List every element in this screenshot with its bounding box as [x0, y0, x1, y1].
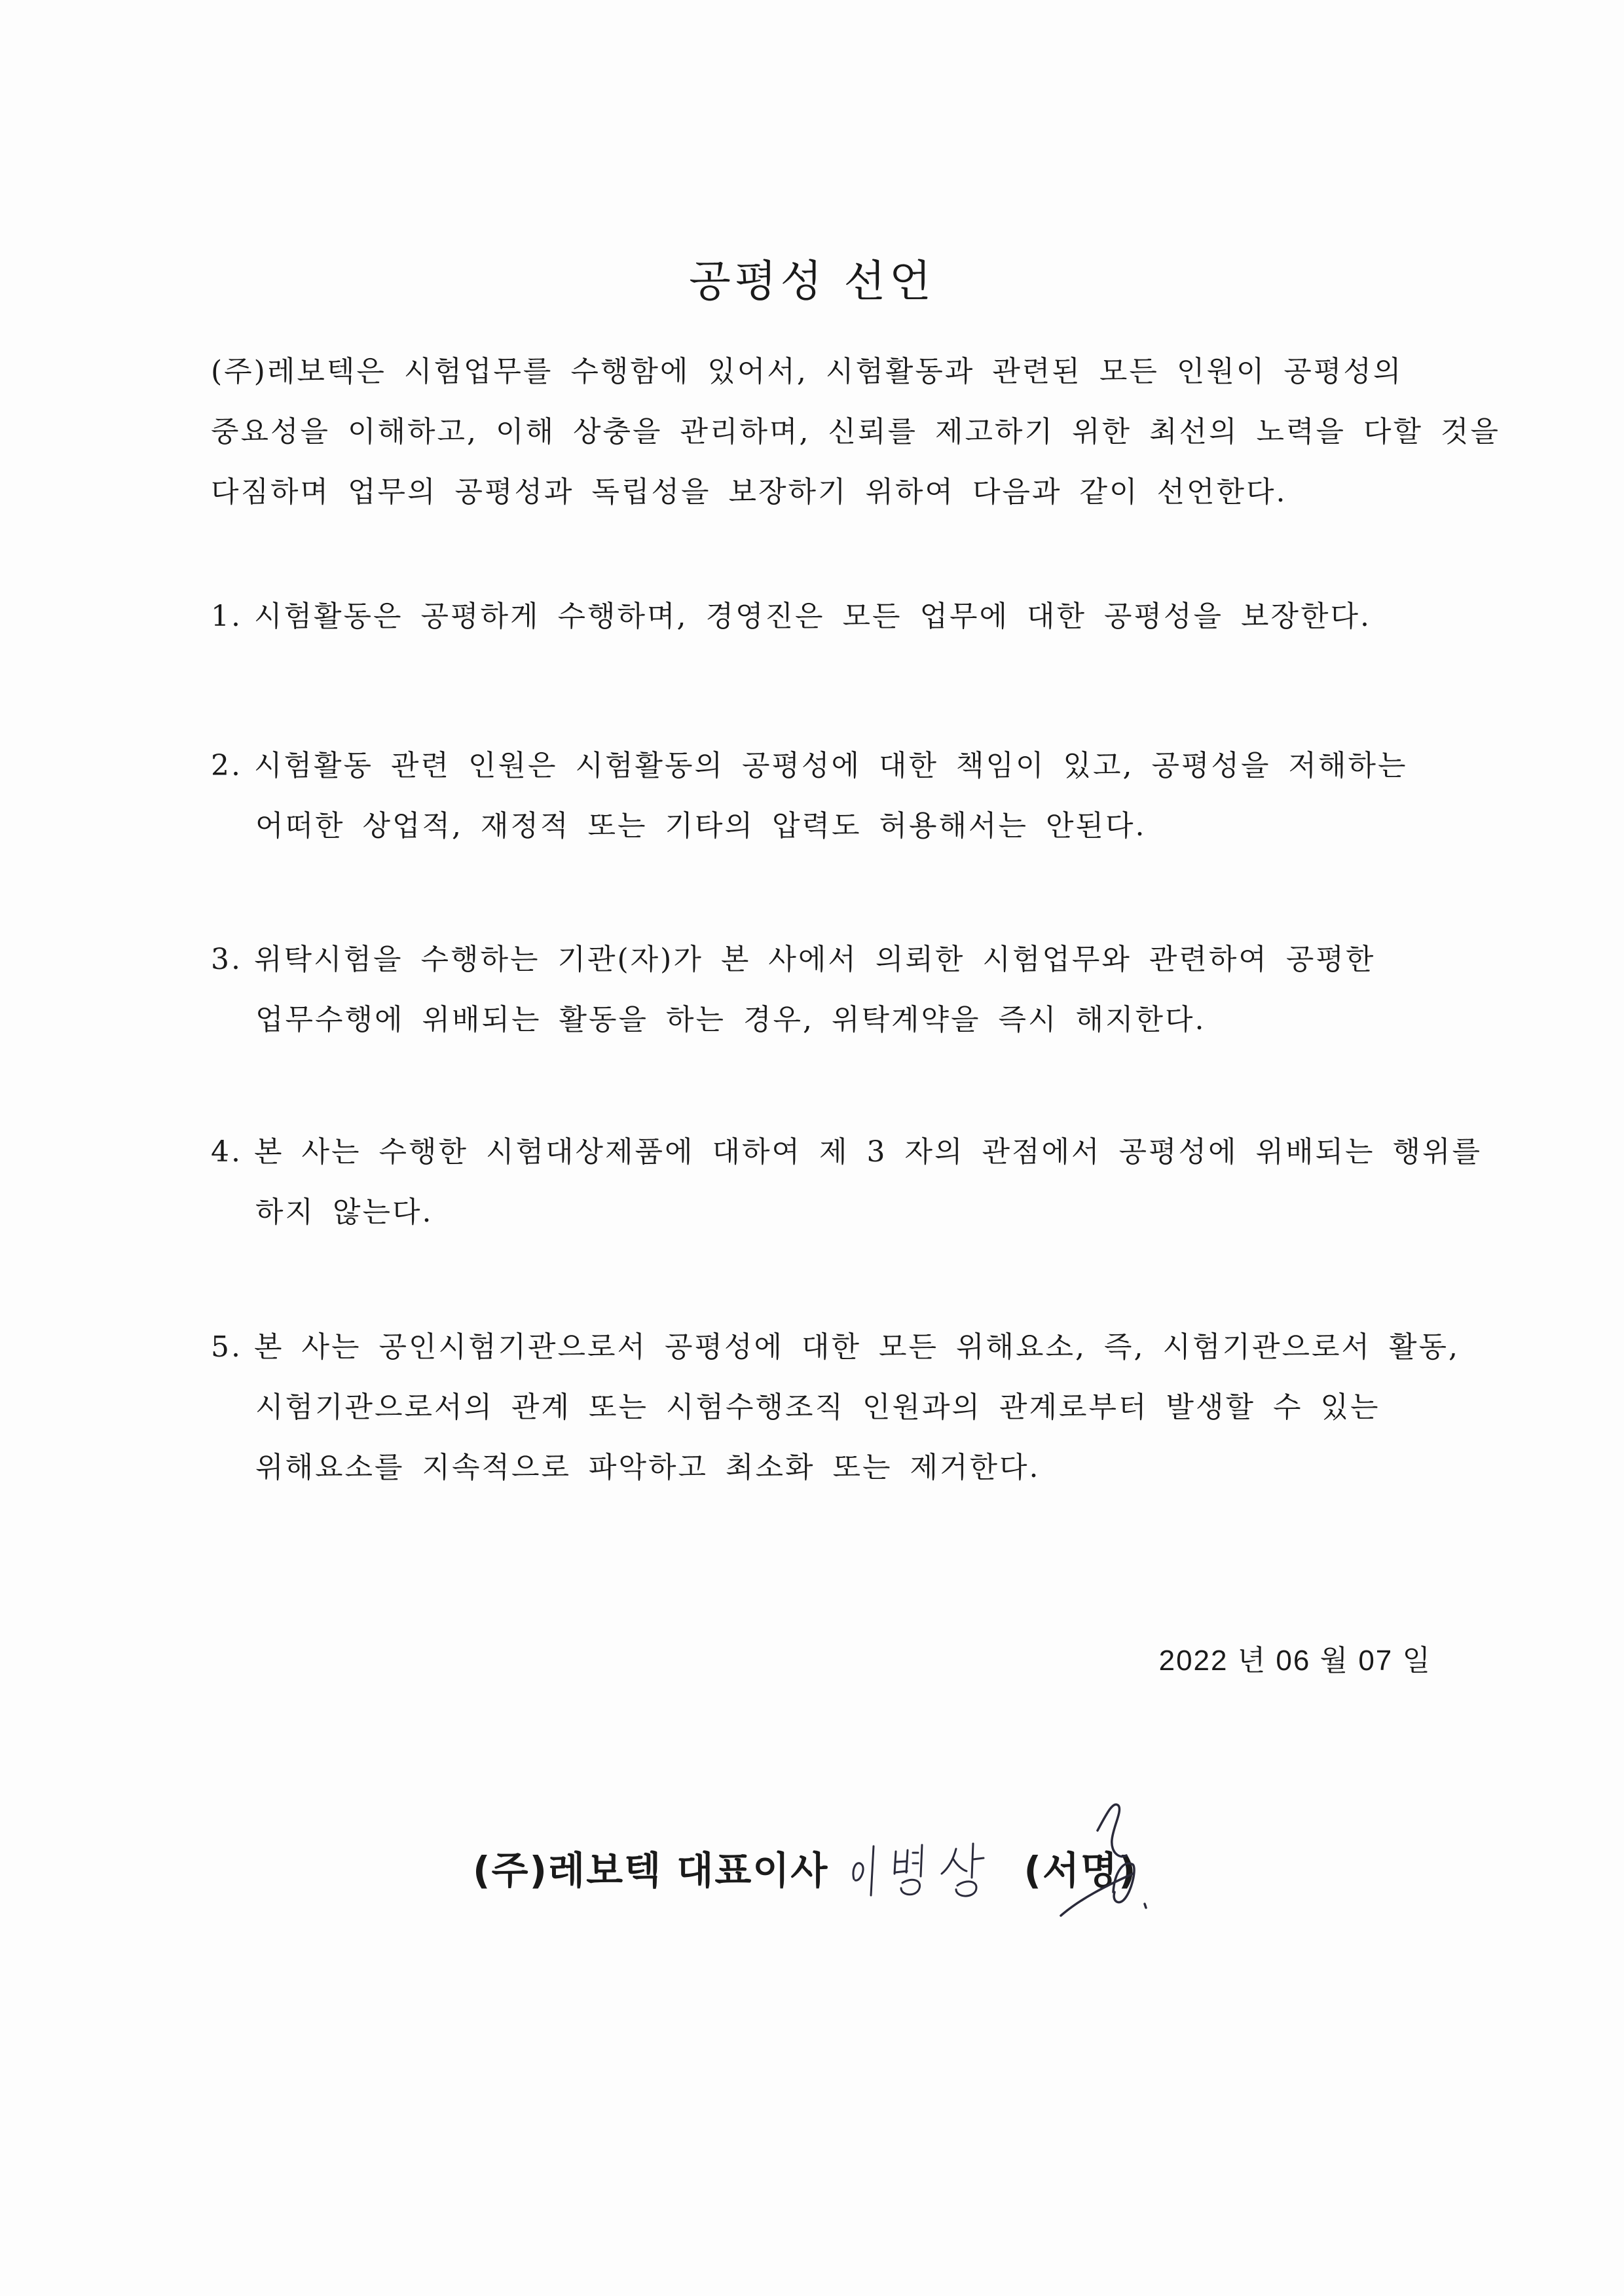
item-number: 3.	[211, 943, 242, 976]
item-continuation: 어떠한 상업적, 재정적 또는 기타의 압력도 허용해서는 안된다.	[255, 809, 1147, 843]
declaration-item-5	[211, 1317, 1488, 1498]
item-number: 4.	[211, 1135, 242, 1169]
intro-line: (주)레보텍은 시험업무를 수행함에 있어서, 시험활동과 관련된 모든 인원이 공평성의	[211, 355, 1403, 388]
item-continuation: 업무수행에 위배되는 활동을 하는 경우, 위탁계약을 즉시 해지한다.	[255, 1003, 1206, 1036]
declaration-item-2	[211, 736, 1488, 856]
signature-scribble-image	[1035, 1787, 1244, 1931]
item-text: 본 사는 공인시험기관으로서 공평성에 대한 모든 위해요소, 즉, 시험기관으로서 활동,	[254, 1330, 1460, 1364]
intro-line: 중요성을 이해하고, 이해 상충을 관리하며, 신뢰를 제고하기 위한 최선의 노력을 다할 것을	[211, 415, 1500, 448]
intro-line: 다짐하며 업무의 공평성과 독립성을 보장하기 위하여 다음과 같이 선언한다.	[211, 475, 1287, 509]
item-continuation: 위해요소를 지속적으로 파악하고 최소화 또는 제거한다.	[255, 1451, 1041, 1484]
item-number: 2.	[211, 749, 242, 782]
item-number: 1.	[211, 600, 242, 633]
item-continuation: 시험기관으로서의 관계 또는 시험수행조직 인원과의 관계로부터 발생할 수 있는	[255, 1391, 1380, 1424]
declaration-item-4	[211, 1122, 1488, 1243]
intro-paragraph	[211, 342, 1500, 522]
handwritten-name-image	[845, 1833, 1015, 1905]
document-title: 공평성 선언	[689, 256, 935, 306]
declaration-item-1	[211, 587, 1488, 647]
item-text: 본 사는 수행한 시험대상제품에 대하여 제 3 자의 관점에서 공평성에 위배되는 행위를	[254, 1135, 1482, 1169]
item-number: 5.	[211, 1330, 242, 1364]
item-continuation: 하지 않는다.	[255, 1195, 434, 1229]
item-text: 시험활동 관련 인원은 시험활동의 공평성에 대한 책임이 있고, 공평성을 저해하는	[254, 749, 1408, 782]
signature-label: (주)레보텍 대표이사	[473, 1848, 829, 1893]
signature-mark-label: (서명)	[1024, 1848, 1137, 1893]
declaration-date: 2022 년 06 월 07 일	[1158, 1645, 1431, 1677]
declaration-item-3	[211, 930, 1488, 1050]
item-text: 위탁시험을 수행하는 기관(자)가 본 사에서 의뢰한 시험업무와 관련하여 공평한	[254, 943, 1376, 976]
item-text: 시험활동은 공평하게 수행하며, 경영진은 모든 업무에 대한 공평성을 보장한다.	[254, 600, 1371, 633]
